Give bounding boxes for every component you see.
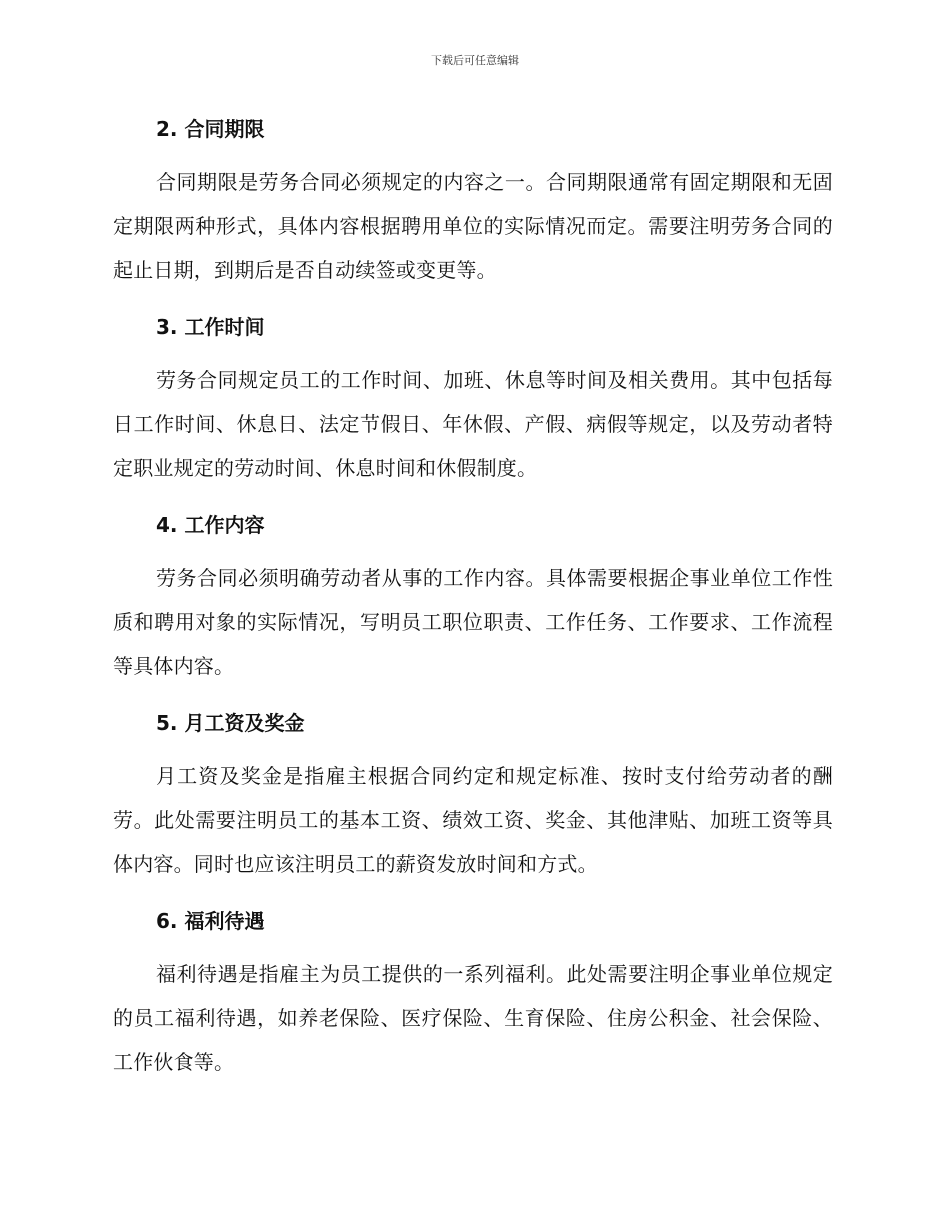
section-paragraph: 合同期限是劳务合同必须规定的内容之一。合同期限通常有固定期限和无固定期限两种形式，具体内容根据聘用单位的实际情况而定。需要注明劳务合同的起止日期，到期后是否自动续签或变更等。 (113, 170, 833, 282)
section-paragraph: 劳务合同规定员工的工作时间、加班、休息等时间及相关费用。其中包括每日工作时间、休息日、法定节假日、年休假、产假、病假等规定，以及劳动者特定职业规定的劳动时间、休息时间和休假制度。 (113, 368, 833, 480)
page-header: 下载后可任意编辑 (431, 54, 519, 67)
section-working-hours (113, 308, 833, 490)
section-heading: 3. 工作时间 (156, 315, 265, 339)
section-paragraph: 福利待遇是指雇主为员工提供的一系列福利。此处需要注明企事业单位规定的员工福利待遇，如养老保险、医疗保险、生育保险、住房公积金、社会保险、工作伙食等。 (113, 962, 833, 1074)
document-body (113, 110, 833, 1100)
section-heading: 4. 工作内容 (156, 513, 265, 537)
section-contract-term (113, 110, 833, 292)
section-heading: 5. 月工资及奖金 (156, 711, 305, 735)
section-paragraph: 劳务合同必须明确劳动者从事的工作内容。具体需要根据企事业单位工作性质和聘用对象的实际情况，写明员工职位职责、工作任务、工作要求、工作流程等具体内容。 (113, 566, 833, 678)
section-salary-bonus (113, 704, 833, 886)
section-heading: 2. 合同期限 (156, 117, 265, 141)
section-heading: 6. 福利待遇 (156, 909, 265, 933)
section-paragraph: 月工资及奖金是指雇主根据合同约定和规定标准、按时支付给劳动者的酬劳。此处需要注明员工的基本工资、绩效工资、奖金、其他津贴、加班工资等具体内容。同时也应该注明员工的薪资发放时间和方式。 (113, 764, 833, 876)
section-benefits (113, 902, 833, 1084)
section-job-content (113, 506, 833, 688)
